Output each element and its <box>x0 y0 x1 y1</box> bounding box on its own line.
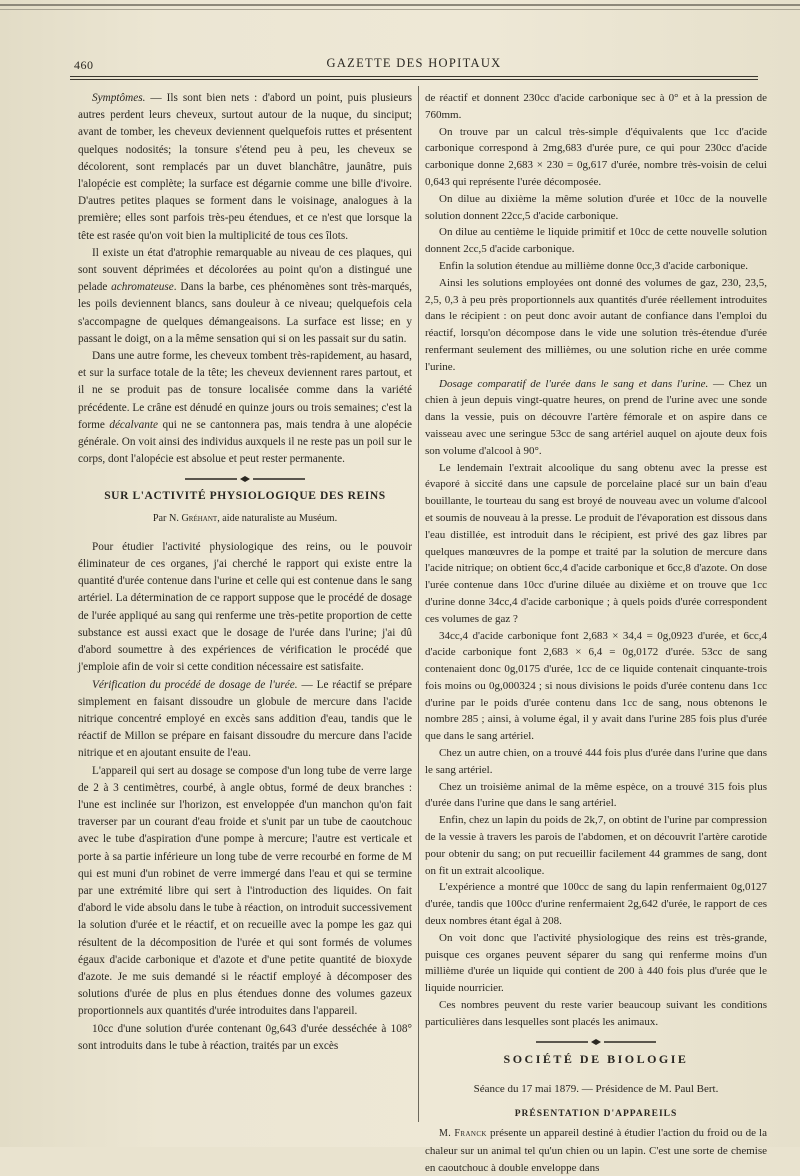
italic-term: achromateuse <box>111 281 174 294</box>
italic-term: décalvante <box>109 418 159 431</box>
paragraph-text: . Dans la barbe, ces phénomènes sont très-marqués, les poils deviennent blancs, sans douleur à ce niveau; quelquefois cela s'accompagne de quelques démangeaisons. La surface est lisse; en y passant le doigt, on a la même sensation qui si on les passait sur du satin. <box>78 281 412 345</box>
left-column <box>78 90 412 1055</box>
column-divider <box>418 86 419 1122</box>
seance-line: Séance du 17 mai 1879. — Présidence de M. Paul Bert. <box>473 1083 719 1096</box>
paragraph-text: présente un appareil destiné à étudier l'action du froid ou de la chaleur sur un animal tel qu'un chien ou un lapin. C'est une sorte de chemise en caoutchouc à double enveloppe dans <box>425 1127 767 1174</box>
paragraph-autre-chien: Chez un autre chien, on a trouvé 444 fois plus d'urée dans l'urine que dans le sang artériel. <box>425 747 767 776</box>
section-ornament <box>185 476 305 482</box>
paragraph-atrophie <box>78 245 412 348</box>
header-rule <box>70 76 758 77</box>
paragraph-lapin: Enfin, chez un lapin du poids de 2k,7, on obtint de l'urine par compression de la vessie à travers les parois de l'abdomen, et on découvrit l'artère carotide pour obtenir du sang; on put recueillir facilement 44 grammes de sang, dont on fit un extrait alcoolique. <box>425 814 767 877</box>
paragraph-dosage <box>425 376 767 460</box>
byline-suffix: , aide naturaliste au Muséum. <box>217 512 338 524</box>
presentation-heading: PRÉSENTATION D'APPAREILS <box>514 1109 678 1120</box>
page-number: 460 <box>74 58 94 72</box>
paragraph-solution: 10cc d'une solution d'urée contenant 0g,643 d'urée desséchée à 108° sont introduits dans le tube à réaction, traités par un excès <box>78 1022 412 1052</box>
paragraph-variation: Ces nombres peuvent du reste varier beaucoup suivant les conditions particulières dans lesquelles sont placés les animaux. <box>425 999 767 1028</box>
byline <box>78 510 412 527</box>
paragraph-lendemain: Le lendemain l'extrait alcoolique du sang obtenu avec la presse est évaporé à siccité dans une capsule de porcelaine placé sur un bain d'eau bouillante, le tourteau du sang est broyé de nouveau avec un volume d'alcool et soumis de nouveau à la presse. Le produit de l'évaporation est dissous dans l'eau distillée, est introduit dans le récipient, est privé des gaz libres par quelques manœuvres de la pompe et traité par la solution de mercure dans l'acide nitrique; on obtient 6cc,4 d'acide carbonique et 6cc,8 d'azote. On dose l'urée contenue dans 10cc d'urine diluée au dixième et on trouve que 1cc d'urine donne 34cc,4 d'acide carbonique ; à quels poids d'urée correspondent ces volumes de gaz ? <box>425 461 767 625</box>
paragraph-centieme: On dilue au centième le liquide primitif et 10cc de cette nouvelle solution donnent 2cc,5 d'acide carbonique. <box>425 226 767 256</box>
paragraph-symptomes <box>78 90 412 245</box>
symptomes-text: — Ils sont bien nets : d'abord un point, puis plusieurs autres perdent leurs cheveux, surtout autour de la nuque, du sinciput; avant de tomber, les cheveux deviennent quelquefois ruttes et présentent quelques nodosités; la tonsure s'étend peu à peu, les cheveux se décolorent, sont remplacés par un duvet blanchâtre, jaunâtre, puis l'alopécie est complète; la surface est dégarnie comme une bille d'ivoire. D'autres petites plaques se forment dans le voisinage, analogues à la première; elles sont parfois très-peu étendues, et ce n'est que lorsque la tête est rasée qu'on voit bien la multiplicité de tous ces îlots. <box>78 92 412 242</box>
byline-prefix: Par N. <box>152 512 182 524</box>
paragraph-appareil: L'appareil qui sert au dosage se compose d'un long tube de verre large de 2 à 3 centimètres, courbé, à angle obtus, formé de deux branches : l'une est inclinée sur l'horizon, est enveloppée d'un manchon qu'on fait traverser par un courant d'eau froide et s'unit par un tube de caoutchouc avec le tube d'aspiration d'une pompe à mercure; l'autre est verticale et porte à sa partie inférieure un long tube de verre recourbé en forme de M qui est muni d'un robinet de verre immergé dans l'eau et qui se termine par une extrémité libre qui sert à l'introduction des liquides. On fait d'abord le vide absolu dans le tube à réaction, on introduit successivement la solution d'urée et le réactif, et on recueille avec la pompe les gaz qui résultent de la décomposition de l'urée et qui sont formés de volumes égaux d'acide carbonique et d'azote et d'une petite quantité de bioxyde d'azote. Je me suis demandé si le réactif employé à décomposer des solutions d'urée de plus en plus étendues donne des volumes gazeux proportionnels aux quantités d'urée introduites dans l'appareil. <box>78 764 412 1018</box>
paragraph-solutions-employees: Ainsi les solutions employées ont donné des volumes de gaz, 230, 23,5, 2,5, 0,3 à peu près proportionnels aux quantités d'urée réellement introduites dans le récipient : on peut donc avoir autant de confiance dans l'emploi du réactif, lorsqu'on décompose dans le vide une solution très-étendue d'urée renfermant seulement des millièmes, ou une solution riche en urée comme l'urine. <box>425 276 767 373</box>
paragraph-decalvante <box>78 348 412 468</box>
paragraph-verification <box>78 677 412 763</box>
paragraph-text: — Chez un chien à jeun depuis vingt-quatre heures, on prend de l'urine avec une sonde dans la vessie, puis on découvre l'artère fémorale et on aspire dans ce vaisseau avec une seringue 53cc de sang artériel auquel on ajoute deux fois son volume d'alcool à 90°. <box>425 377 767 457</box>
running-title: GAZETTE DES HOPITAUX <box>326 56 502 70</box>
paragraph-experience-lapin: L'expérience a montré que 100cc de sang du lapin renfermaient 0g,0127 d'urée, tandis que 100cc d'urine renfermaient 2g,642 d'urée, le rapport de ces deux nombres étant égal à 208. <box>425 881 767 928</box>
author-name: Gréhant <box>181 512 218 524</box>
paragraph-text: Il existe un état d'atrophie remarquable au niveau de ces plaques, qui sont souvent déprimées et décolorées au point qu'on a distingué une pelade <box>78 246 412 294</box>
dosage-label: Dosage comparatif de l'urée dans le sang et dans l'urine. <box>439 377 709 390</box>
societe-biologie-title: SOCIÉTÉ DE BIOLOGIE <box>503 1051 689 1066</box>
page-header <box>70 56 758 74</box>
section-title: SUR L'ACTIVITÉ PHYSIOLOGIQUE DES REINS <box>104 490 386 503</box>
symptomes-label: Symptômes. <box>92 92 146 104</box>
paragraph-millieme: Enfin la solution étendue au millième donne 0cc,3 d'acide carbonique. <box>439 259 748 272</box>
paragraph-conclusion: On voit donc que l'activité physiologique des reins est très-grande, puisque ces organes peuvent séparer du sang qui renferme moins d'un millième d'urée un liquide qui contient de 200 à 440 fois plus d'urée que le liquide nourricier. <box>425 931 767 995</box>
top-edge-rule-thin <box>0 9 800 10</box>
paragraph-continuation: de réactif et donnent 230cc d'acide carbonique sec à 0° et à la pression de 760mm. <box>425 92 767 121</box>
paragraph-calcul: On trouve par un calcul très-simple d'équivalents que 1cc d'acide carbonique correspond à 2mg,683 d'urée pure, ce qui pour 230cc d'acide carbonique donne 2,683 × 230 = 0g,617 d'urée, nombre très-voisin de celui 0,643 qui représente l'urée décomposée. <box>425 125 767 188</box>
verification-label: Vérification du procédé de dosage de l'urée. <box>92 678 298 691</box>
paragraph-text: — Le réactif se prépare simplement en faisant dissoudre un globule de mercure dans l'acide nitrique concentré employé en excès sans addition d'eau, tandis que le réactif de Millon se prépare en faisant dissoudre du mercure dans l'acide nitrique et en ajoutant ensuite de l'eau. <box>78 678 413 760</box>
paragraph-text: Dans une autre forme, les cheveux tombent très-rapidement, au hasard, et sur la surface totale de la tête; les cheveux deviennent rares partout, et il ne se produit pas de tonsure localisée comme dans la variété précédente. Le crâne est dénudé en quinze jours ou trois semaines; c'est la forme <box>78 350 412 431</box>
paragraph-franck <box>425 1125 767 1176</box>
paragraph-calcul-uree: 34cc,4 d'acide carbonique font 2,683 × 34,4 = 0g,0923 d'urée, et 6cc,4 d'acide carbonique font 2,683 × 6,4 = 0g,0172 d'urée. 53cc de sang contenaient donc 0g,0175 d'urée, 1cc de ce liquide contenait cinquante-trois fois moins ou 0g,000324 ; si nous divisions le poids d'urée contenu dans 1cc d'urine par le poids d'urée contenu dans 1cc de sang, nous obtenons le nombre 285 ; ainsi, à volume égal, il y avait dans l'urine 285 fois plus d'urée que dans le sang artériel. <box>425 629 767 743</box>
top-edge-rule <box>0 4 800 6</box>
paragraph-dixieme: On dilue au dixième la même solution d'urée et 10cc de la nouvelle solution donnent 22cc,5 d'acide carbonique. <box>425 192 767 222</box>
paragraph-text: qui ne se cantonnera pas, mais tendra à une alopécie générale. On voit ainsi des individus auxquels il ne reste pas un poil sur le corps, dont l'alopécie est absolue et peut rester permanente. <box>78 418 412 466</box>
right-column <box>425 90 767 1176</box>
section-ornament <box>536 1039 656 1045</box>
paragraph-intro-reins: Pour étudier l'activité physiologique des reins, ou le pouvoir éliminateur de ces organes, j'ai cherché le rapport qui existe entre la quantité d'urée contenue dans l'urine et celle qui est contenue dans le sang artériel. La détermination de ce rapport suppose que le procédé de dosage de l'urée appliqué au sang qui renferme une très-petite proportion de cette substance est aussi exact que le dosage de l'urée dans l'urine; j'ai dû d'abord soumettre à des expériences de vérification le procédé que j'emploie afin de voir si cette condition nécessaire est satisfaite. <box>78 540 412 674</box>
header-rule-double <box>70 79 758 80</box>
franck-name: M. Franck <box>439 1128 487 1140</box>
paragraph-troisieme-animal: Chez un troisième animal de la même espèce, on a trouvé 315 fois plus d'urée dans l'urine que dans le sang artériel. <box>425 780 767 810</box>
